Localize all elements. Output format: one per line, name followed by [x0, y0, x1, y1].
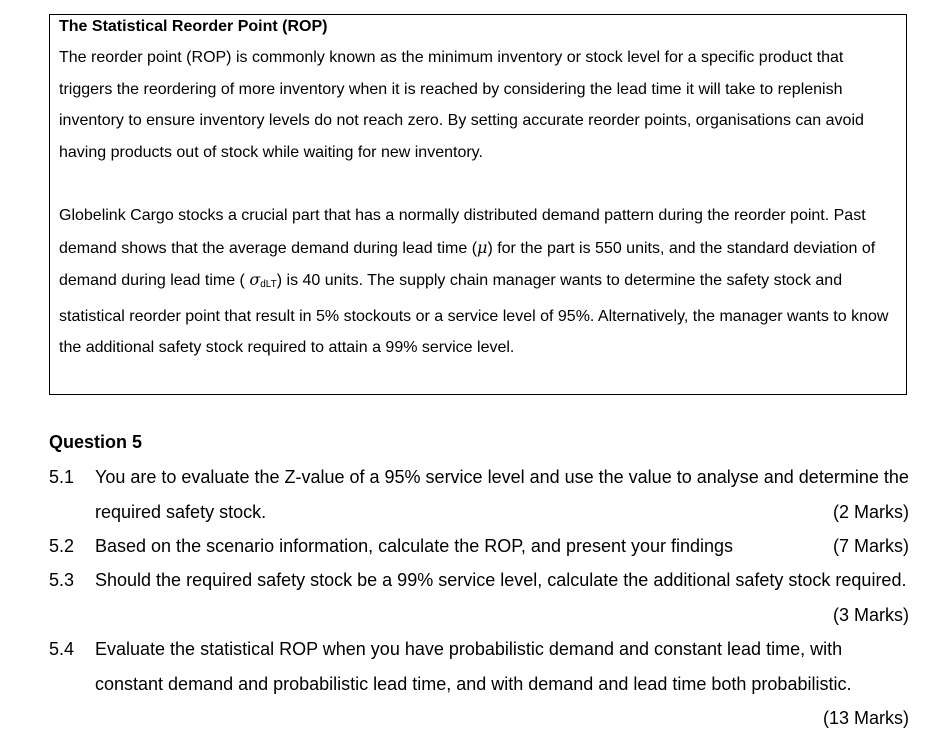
question-text-content: Evaluate the statistical ROP when you have probabilistic demand and constant lead time, with constant demand and probabilistic lead time, and with demand and lead time both probabilistic.: [95, 639, 852, 694]
scenario-title: The Statistical Reorder Point (ROP): [59, 18, 328, 35]
question-text-content: Should the required safety stock be a 99% service level, calculate the additional safety stock required.: [95, 570, 907, 590]
sigma-subscript: dLT: [260, 279, 277, 291]
question-number: 5.1: [49, 467, 75, 487]
question-marks: (7 Marks): [833, 536, 909, 556]
question-text-content: You are to evaluate the Z-value of a 95% service level and use the value to analyse and determine the required safety stock.: [95, 467, 909, 522]
question-text: [95, 529, 909, 564]
mu-symbol: μ: [477, 237, 488, 257]
rop-definition-paragraph: The reorder point (ROP) is commonly known as the minimum inventory or stock level for a specific product that triggers the reordering of more inventory when it is reached by considering the lead time it will take to replenish inventory to ensure inventory levels do not reach zero. By setting accurate reorder points, organisations can avoid having products out of stock while waiting for new inventory.: [59, 49, 864, 161]
question-marks: (13 Marks): [822, 708, 909, 728]
question-text: [95, 460, 909, 529]
question-heading: Question 5: [49, 432, 143, 452]
scenario-paragraph: [59, 200, 901, 364]
sigma-symbol: σ: [249, 270, 261, 290]
question-text: [95, 563, 909, 632]
scenario-text-part-1: Globelink Cargo stocks a crucial part that has a normally distributed demand pattern during the reorder point. Past demand shows that the average demand during lead time (: [59, 207, 866, 257]
question-marks: (2 Marks): [833, 501, 909, 522]
question-number: 5.2: [49, 536, 75, 556]
question-number: 5.4: [49, 639, 75, 659]
scenario-box: [49, 14, 907, 395]
scenario-text-part-2: ) for the part is 550 units, and the standard deviation of demand during lead time (: [59, 239, 876, 290]
question-marks: (3 Marks): [833, 604, 909, 625]
question-text: [95, 632, 909, 736]
question-text-content: Based on the scenario information, calculate the ROP, and present your findings: [95, 536, 734, 556]
scenario-text-part-3: ) is 40 units. The supply chain manager wants to determine the safety stock and statistical reorder point that result in 5% stockouts or a service level of 95%. Alternatively, the manager wants to know the additional safety stock required to attain a 99% service level.: [59, 272, 889, 357]
question-number: 5.3: [49, 570, 75, 590]
